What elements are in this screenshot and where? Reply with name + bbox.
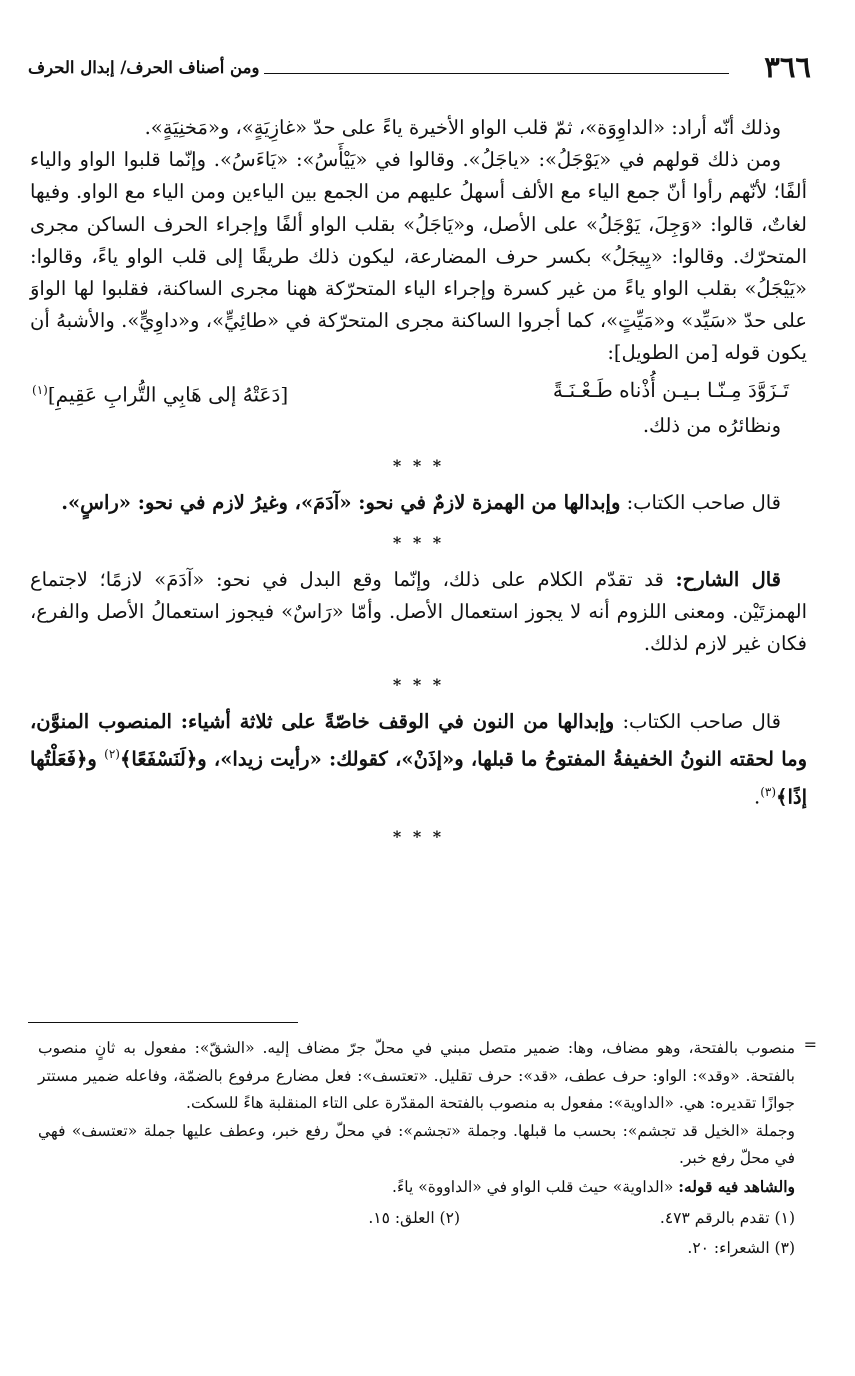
commentary-text: قد تقدّم الكلام على ذلك، وإنّما وقع البدل في نحو: «آدَمَ» لازمًا؛ لاجتماع الهمزتَيْن. ومعنى اللزوم أنه لا يجوز استعمال الأصل. وأمّا «رَاسٌ» فيجوز استعمالُ الأصل والفرع، فكان غير لازم لذلك. bbox=[30, 568, 807, 656]
quote-intro: قال صاحب الكتاب: bbox=[614, 709, 782, 733]
continuation-mark: = bbox=[803, 1035, 817, 1054]
footnote-rule bbox=[28, 1022, 298, 1023]
footnote-2: (٢) العلق: ١٥. bbox=[368, 1209, 460, 1227]
quote-text-continued: و﴿فَعَلْتُها إذًا﴾ bbox=[30, 747, 807, 809]
commentator-label: قال الشارح: bbox=[675, 568, 782, 592]
section-separator: * * * bbox=[392, 674, 445, 694]
footnote-sentence-structure: وجملة «الخيل قد تجشم»: بحسب ما قبلها. وجملة «تجشم»: في محلّ رفع خبر، وعطف عليها جملة «تعتسف» فهي في محلّ رفع خبر. bbox=[38, 1121, 795, 1167]
footnotes bbox=[38, 1035, 817, 1287]
footnote-marker-2: (٢) bbox=[104, 746, 120, 761]
page-header bbox=[28, 50, 811, 90]
verse-second-text: [دَعَتْهُ إلى هَابِي التُّرابِ عَقِيمِ] bbox=[47, 382, 289, 407]
footnote-marker-3: (٣) bbox=[760, 784, 777, 799]
author-quote-2 bbox=[30, 706, 807, 814]
verse-second-hemistich bbox=[32, 370, 288, 415]
quote-intro: قال صاحب الكتاب: bbox=[620, 490, 781, 514]
quote-text: وإبدالها من النون في الوقف خاصّةً على ثلاثة أشياء: المنصوب المنوَّن، وما لحقته النونُ الخفيفةُ المفتوحُ ما قبلها، و«إذَنْ»، كقولك: «رأيت زيدا»، و﴿لَنَسْفَعًا﴾ bbox=[30, 709, 807, 771]
footnote-3: (٣) الشعراء: ٢٠. bbox=[687, 1239, 795, 1257]
paragraph-2: ومن ذلك قولهم في «يَوْجَلُ»: «ياجَلُ». وقالوا في «يَيْأَسُ»: «يَاءَسُ». وإنّما قلبوا الواو والياء ألفًا؛ لأنّهم رأوا أنّ جمع الياء مع الألف أسهلُ عليهم من الجمع بين الياءين ومن الياء مع الواو. وفيها لغاتٌ، قالوا: «وَجِلَ، يَوْجَلُ» على الأصل، و«يَاجَلُ» بقلب الواو ألفًا وإجراء الحرف الساكن مجرى المتحرّك. وقالوا: «يِيجَلُ» بكسر حرف المضارعة، ليكون ذلك طريقًا إلى قلب الواو ياءً، وقالوا: «يَيْجَلُ» بقلب الواو ياءً من غير كسرة وإجراء الياء المتحرّكة ههنا مجرى الساكنة، فقلبوا لها الواوَ على حدّ «سَيِّد» و«مَيِّتٍ»، كما أجروا الساكنة مجرى المتحرّكة في «طائِيٍّ»، و«داوِيٍّ». والأشبهُ أن يكون قوله [من الطويل]: bbox=[30, 148, 807, 365]
section-separator: * * * bbox=[392, 455, 445, 475]
footnote-1: (١) تقدم بالرقم ٤٧٣. bbox=[659, 1209, 795, 1227]
section-separator: * * * bbox=[392, 827, 445, 847]
running-title: ومن أصناف الحرف/ إبدال الحرف bbox=[28, 58, 260, 77]
paragraph-1: وذلك أنّه أراد: «الداوِوَة»، ثمّ قلب الواو الأخيرة ياءً على حدّ «غازِيَةٍ»، و«مَخنِيَةٍ». bbox=[144, 116, 781, 139]
main-text bbox=[30, 112, 807, 858]
header-rule bbox=[264, 73, 729, 74]
quote-text: وإبدالها من الهمزة لازمٌ في نحو: «آدَمَ»، وغيرُ لازم في نحو: «راسٍ». bbox=[61, 490, 621, 514]
evidence-text: «الداوية» حيث قلب الواو في «الداووة» ياءً. bbox=[392, 1177, 679, 1196]
footnote-marker-1: (١) bbox=[32, 382, 48, 397]
commentary-1 bbox=[30, 564, 807, 661]
paragraph-3: ونظائرُه من ذلك. bbox=[642, 413, 781, 437]
evidence-label: والشاهد فيه قوله: bbox=[678, 1176, 795, 1196]
footnote-evidence bbox=[38, 1173, 795, 1202]
poetry-verse bbox=[30, 370, 807, 410]
page-number: ٣٦٦ bbox=[764, 50, 811, 84]
author-quote-1 bbox=[30, 487, 807, 519]
verse-first-hemistich: تَـزَوَّدَ مِـنّـا بـيـن أُذْناه طَـعْـنَـةً bbox=[552, 377, 789, 402]
section-separator: * * * bbox=[392, 533, 445, 553]
quote-end: . bbox=[754, 785, 761, 809]
footnote-continued: منصوب بالفتحة، وهو مضاف، وها: ضمير متصل مبني في محلّ جرّ مضاف إليه. «الشقّ»: مفعول به ثانٍ منصوب بالفتحة. «وقد»: الواو: حرف عطف، «قد»: حرف تقليل. «تعتسف»: فعل مضارع مرفوع بالضمّة، وفاعله ضمير مستتر جوازًا تقديره: هي. «الداوية»: مفعول به منصوب بالفتحة المقدّرة على التاء المنقلبة هاءً للسكت. bbox=[38, 1039, 795, 1112]
footnote-references bbox=[38, 1205, 795, 1287]
